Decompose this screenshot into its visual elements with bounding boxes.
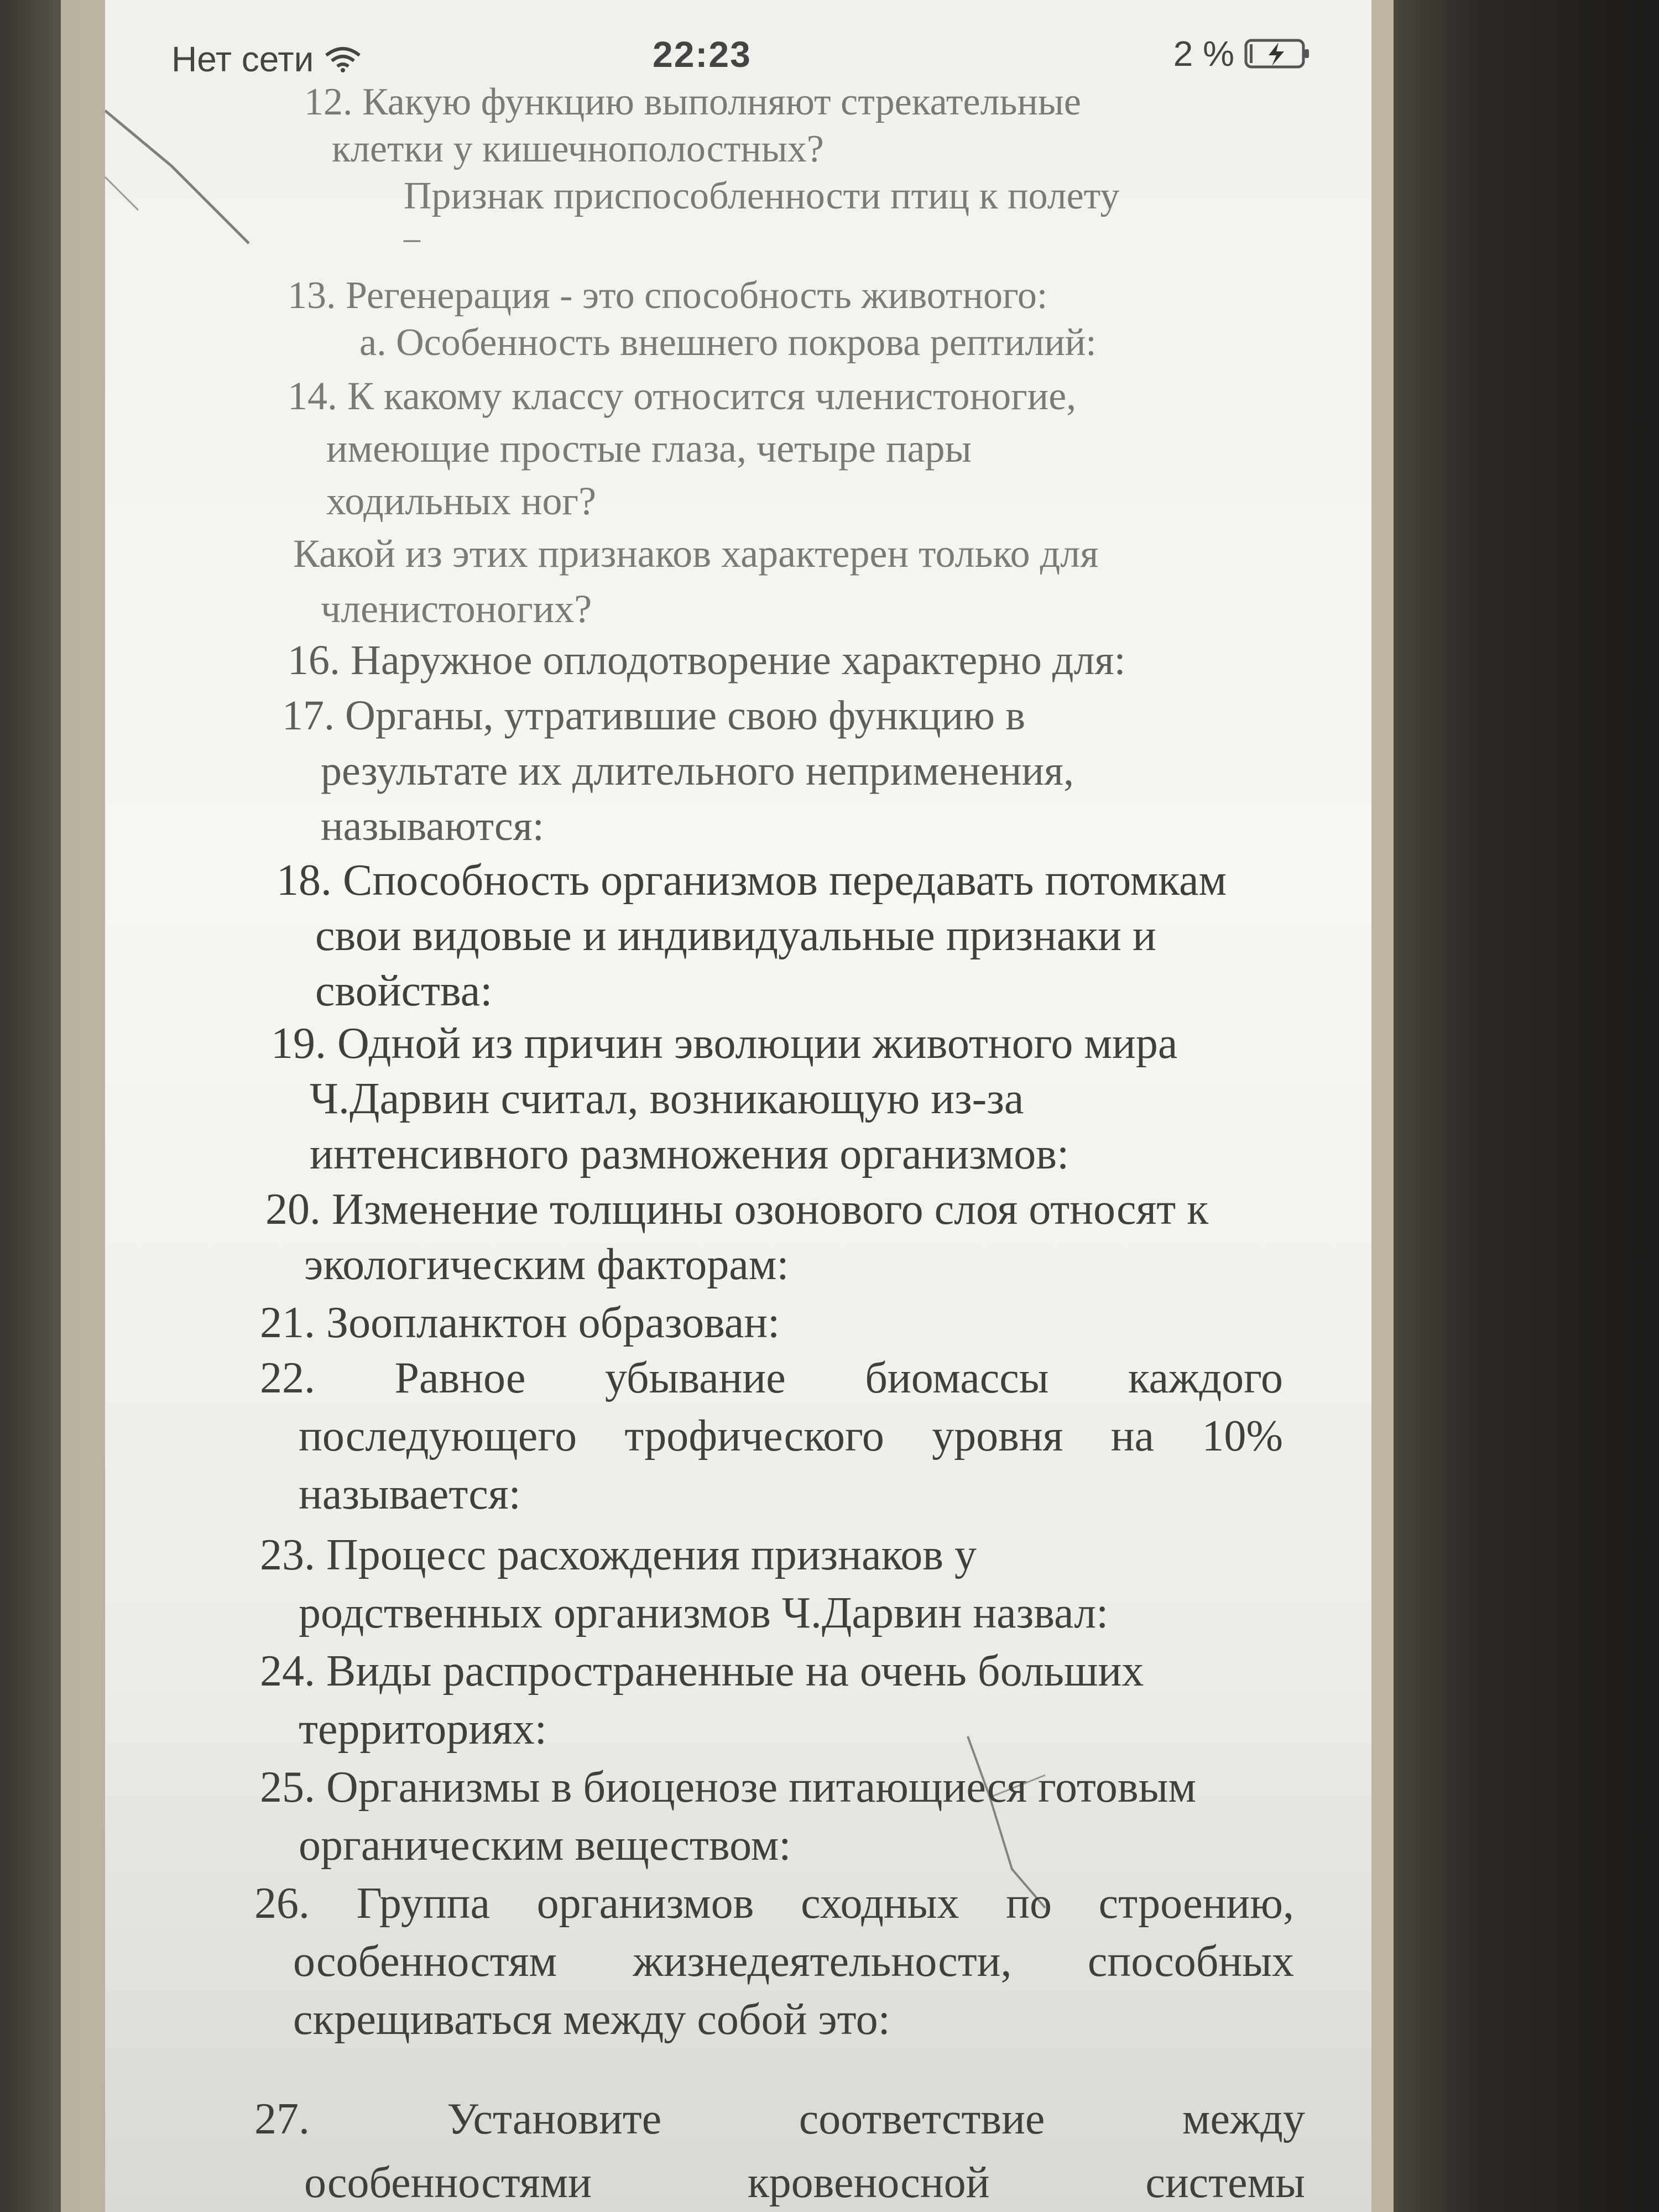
q22-word: каждого [1128,1354,1283,1402]
q17-line2: результате их длительного неприменения, [321,748,1074,794]
q27-word: Установите [447,2095,662,2143]
battery-percent: 2 % [1173,34,1234,74]
q17-line1: 17. Органы, утратившие свою функцию в [282,692,1025,739]
q16: 16. Наружное оплодотворение характерно для: [288,637,1126,684]
q22-line1 [260,1349,1283,1407]
q25-line1: 25. Организмы в биоценозе питающиеся готовым [260,1763,1196,1812]
phone-screen [105,0,1371,2212]
q26-word: организмов [536,1879,754,1928]
q20-line1: 20. Изменение толщины озонового слоя относят к [265,1185,1209,1234]
q13-line1: 13. Регенерация - это способность животного: [288,274,1048,317]
q19-line2: Ч.Дарвин считал, возникающую из-за [310,1074,1024,1123]
clock: 22:23 [653,34,752,75]
q22-word: 10% [1202,1412,1283,1460]
q22-word: 22. [260,1354,315,1402]
q26-word: Группа [356,1879,490,1928]
q22-line3: называется: [299,1470,521,1519]
q17-line3: называются: [321,803,544,849]
q19-line1: 19. Одной из причин эволюции животного мира [271,1019,1178,1068]
q14-line2: имеющие простые глаза, четыре пары [326,426,972,471]
q26-line2 [293,1933,1294,1990]
q26-word: жизнедеятельности, [633,1937,1012,1986]
q26-word: особенностям [293,1937,557,1986]
q23-line1: 23. Процесс расхождения признаков у [260,1531,977,1579]
q26-word: строению, [1098,1879,1294,1928]
q18-line3: свойства: [315,967,493,1015]
q22-word: на [1110,1412,1155,1460]
q27-word: 27. [254,2095,310,2143]
q25-line2: органическим веществом: [299,1821,791,1870]
q27-word: кровеносной [747,2158,990,2207]
q26-word: сходных [801,1879,959,1928]
q12-line3: Признак приспособленности птиц к полету [404,175,1120,217]
q14-line1: 14. К какому классу относится членистоногие, [288,374,1077,418]
q26-line3: скрещиваться между собой это: [293,1995,890,2044]
q22-word: последующего [299,1412,577,1460]
q27-word: между [1182,2095,1305,2143]
q14-line3: ходильных ног? [326,479,597,523]
carrier-label: Нет сети [171,39,314,79]
q19-line3: интенсивного размножения организмов: [310,1130,1070,1178]
q26-word: 26. [254,1879,310,1928]
q15-line2: членистоногих? [321,587,592,631]
q18-line1: 18. Способность организмов передавать потомкам [276,856,1227,905]
q18-line2: свои видовые и индивидуальные признаки и [315,911,1156,960]
q26-line1 [254,1875,1294,1932]
q27-line2 [304,2154,1305,2211]
q24-line2: территориях: [299,1705,547,1754]
q23-line2: родственных организмов Ч.Дарвин назвал: [299,1589,1109,1637]
q12-line1: 12. Какую функцию выполняют стрекательные [304,81,1081,123]
q22-word: уровня [932,1412,1063,1460]
q26-word: способных [1087,1937,1294,1986]
q22-word: убывание [604,1354,786,1402]
q21: 21. Зоопланктон образован: [260,1298,780,1347]
q24-line1: 24. Виды распространенные на очень больших [260,1647,1144,1695]
q27-word: соответствие [799,2095,1045,2143]
q22-word: биомассы [865,1354,1049,1402]
q20-line2: экологическим факторам: [304,1240,789,1289]
q26-word: по [1006,1879,1052,1928]
q12-line2: клетки у кишечнополостных? [332,128,824,170]
q12-dash: – [404,220,420,256]
q27-word: системы [1145,2158,1305,2207]
q13-line2: а. Особенность внешнего покрова рептилий: [359,321,1097,364]
q22-line2 [299,1407,1283,1465]
q22-word: трофического [624,1412,884,1460]
q15-line1: Какой из этих признаков характерен только для [293,531,1099,576]
photo-background-right [1394,0,1659,2212]
document-content [105,0,1371,2212]
q22-word: Равное [394,1354,526,1402]
q27-line1 [254,2090,1305,2148]
photo-background-left [0,0,66,2212]
q27-word: особенностями [304,2158,592,2207]
